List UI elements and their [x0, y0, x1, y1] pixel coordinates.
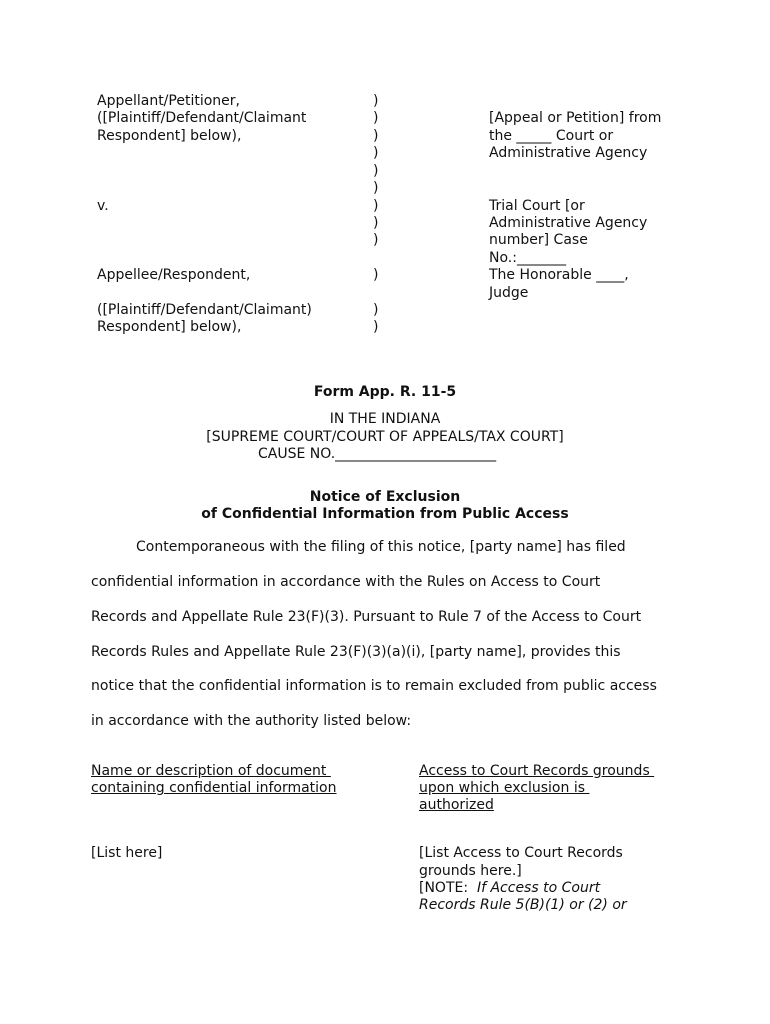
- appellant-label: Appellant/Petitioner,: [97, 93, 240, 109]
- table-note-label: [NOTE:: [419, 880, 477, 896]
- table-header-grounds-end: authorized: [419, 797, 494, 813]
- caption-paren: ): [373, 267, 379, 283]
- appeal-origin: [Appeal or Petition] from: [489, 110, 662, 126]
- caption-paren: ): [373, 128, 379, 144]
- body-line: Records and Appellate Rule 23(F)(3). Pursuant to Rule 7 of the Access to Court: [91, 609, 642, 625]
- versus-label: v.: [97, 198, 109, 214]
- appellee-role: ([Plaintiff/Defendant/Claimant): [97, 302, 312, 318]
- appeal-origin-court: the _____ Court or: [489, 128, 614, 144]
- table-header-grounds-cont: upon which exclusion is: [419, 780, 590, 796]
- table-note: [419, 880, 600, 897]
- judge-label: The Honorable ____,: [489, 267, 629, 283]
- trial-court-case-no: No.:_______: [489, 250, 566, 266]
- trial-court-label: Trial Court [or: [489, 198, 585, 214]
- form-number: Form App. R. 11-5: [313, 384, 457, 400]
- appellee-role-cont: Respondent] below),: [97, 319, 242, 335]
- judge-label-cont: Judge: [489, 285, 529, 301]
- body-line: Contemporaneous with the filing of this notice, [party name] has filed: [136, 539, 626, 555]
- table-entry-grounds: [List Access to Court Records: [419, 845, 623, 861]
- caption-paren: ): [373, 198, 379, 214]
- appeal-origin-agency: Administrative Agency: [489, 145, 648, 161]
- caption-paren: ): [373, 180, 379, 196]
- caption-paren: ): [373, 232, 379, 248]
- caption-paren: ): [373, 302, 379, 318]
- appellant-role: ([Plaintiff/Defendant/Claimant: [97, 110, 307, 126]
- court-name: IN THE INDIANA: [329, 411, 441, 427]
- table-note-text: If Access to Court: [476, 880, 601, 896]
- caption-paren: ): [373, 110, 379, 126]
- document-subtitle: of Confidential Information from Public Access: [201, 506, 569, 522]
- body-line: Records Rules and Appellate Rule 23(F)(3)(a)(i), [party name], provides this: [91, 644, 621, 660]
- cause-number: CAUSE NO._______________________: [258, 446, 497, 462]
- caption-paren: ): [373, 319, 379, 335]
- caption-paren: ): [373, 215, 379, 231]
- table-header-document: Name or description of document: [91, 763, 331, 779]
- court-type: [SUPREME COURT/COURT OF APPEALS/TAX COURT]: [206, 429, 564, 445]
- table-entry-document: [List here]: [91, 845, 163, 861]
- table-entry-grounds-cont: grounds here.]: [419, 863, 522, 879]
- body-line: confidential information in accordance with the Rules on Access to Court: [91, 574, 601, 590]
- trial-court-case: number] Case: [489, 232, 588, 248]
- table-header-grounds: Access to Court Records grounds: [419, 763, 655, 779]
- document-title: Notice of Exclusion: [309, 489, 461, 505]
- table-header-document-cont: containing confidential information: [91, 780, 337, 796]
- appellant-role-cont: Respondent] below),: [97, 128, 242, 144]
- table-note-text-cont: Records Rule 5(B)(1) or (2) or: [419, 897, 627, 913]
- appellee-label: Appellee/Respondent,: [97, 267, 251, 283]
- body-line: in accordance with the authority listed below:: [91, 713, 412, 729]
- caption-paren: ): [373, 163, 379, 179]
- trial-court-agency: Administrative Agency: [489, 215, 648, 231]
- body-line: notice that the confidential information is to remain excluded from public access: [91, 678, 657, 694]
- caption-paren: ): [373, 93, 379, 109]
- caption-paren: ): [373, 145, 379, 161]
